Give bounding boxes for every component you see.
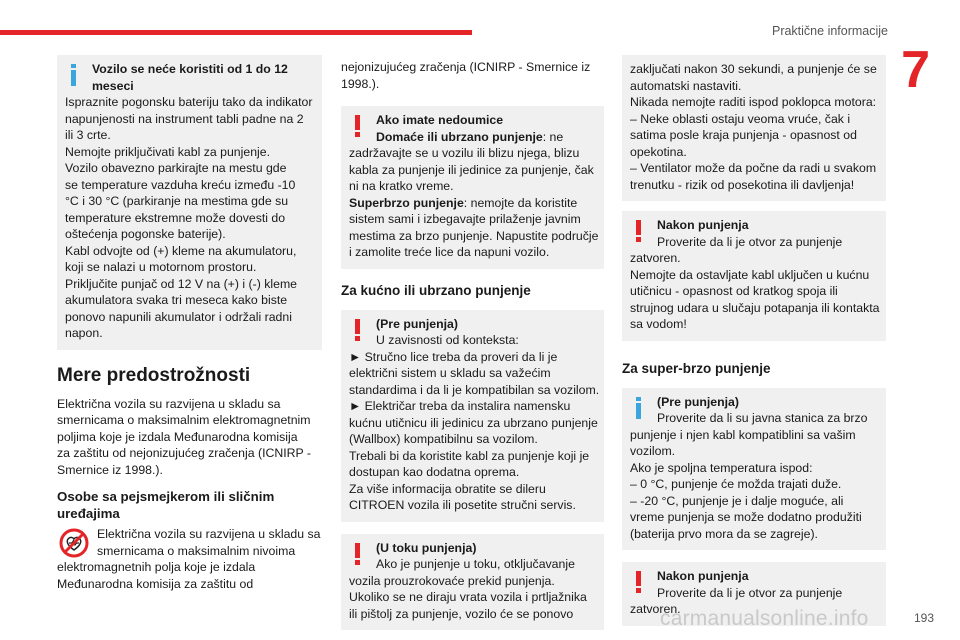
paragraph: Električna vozila su razvijena u skladu sa smernicama o maksimalnim elektromagnetnim poljima koje je izdala Međunarodna komisija za zaštitu od nejonizujućeg zračenja (ICNIRP - Smernice iz 1998.). [57,396,312,477]
warning-box-before-charging: (Pre punjenja) U zavisnosti od konteksta: ► Stručno lice treba da proveri da li je električni sistem u skladu sa važećim standardima i da li je kompatibilan sa vozilom. ► Električar treba da instalira namensku kućnu utičnicu ili jedinicu za ubrzano punjenje (Wallbox) kompatibilnu sa vozilom. Trebali bi da koristite kabl za punjenje koji je dostupan kao dodatna oprema. Za više informacija obratite se dileru CITROEN vozila ili posetite stručni servis. [341,310,604,522]
warning-box-doubts: Ako imate nedoumice Domaće ili ubrzano punjenje: ne zadržavajte se u vozilu ili blizu njega, blizu kabla za punjenje ili jedinice za punjenje, čak ni na kratko vreme. Superbrzo punjenje: nemojte da koristite sistem sami i izbegavajte prilaženje javnim mestima za brzo punjenje. Napustite područje i zamolite treće lice da napuni vozilo. [341,106,604,269]
section-heading: Mere predostrožnosti [57,364,251,386]
section-title: Praktične informacije [771,24,888,38]
paragraph: nejonizujućeg zračenja (ICNIRP - Smernice iz 1998.). [341,60,591,91]
warning-icon [631,571,647,593]
chapter-number: 7 [901,41,930,99]
page-number: 193 [913,611,934,625]
info-box-storage [57,55,322,350]
box-body: Ispraznite pogonsku bateriju tako da indikator napunjenosti na instrument tabli padne na 2 ili 3 crte. Nemojte priključivati kabl za punjenje. Vozilo obavezno parkirajte na mestu gde se temperature vazduha kreću između -10 °C i 30 °C (parkiranje na mestima gde su temperature ekstremne može dovesti do oštećenja pogonske baterije). Kabl odvojte od (+) kleme na akumulatoru, koji se nalazi u motornom prostoru. Priključite punjač od 12 V na (+) i (-) kleme akumulatora svaka tri meseca kako biste ponovo napunili akumulator i održali radni napon. [65,95,313,340]
pacemaker-paragraph: Električna vozila su razvijena u skladu sa smernicama o maksimalnim nivoima elektromagnetnih polja koje je izdala Međunarodna komisija za zaštitu od [57,527,321,591]
column-right [622,55,886,626]
warning-box-during-charging: (U toku punjenja) Ako je punjenje u toku, otključavanje vozila prouzrokovaće prekid punjenja. Ukoliko se ne diraju vrata vozila i prtljažnika ili pištolj za punjenje, vozilo će se ponovo [341,534,604,631]
info-box-before-charging: (Pre punjenja) Proverite da li su javna stanica za brzo punjenje i njen kabl kompatiblini sa vašim vozilom. Ako je spoljna temperatura ispod: – 0 °C, punjenje će možda trajati duže. – -20 °C, punjenje je i dalje moguće, ali vreme punjenja se može dodatno produžiti (baterija prvo mora da se zagreje). [622,388,886,551]
box-title: (Pre punjenja) [376,316,458,331]
section-heading: Za super-brzo punjenje [622,360,771,376]
warning-icon [350,543,366,565]
box-title: Vozilo se neće koristiti od 1 do 12 [92,62,288,76]
column-left [57,55,322,592]
box-title: Ako imate nedoumice [376,113,504,127]
watermark-url: carmanualsonline.info [660,607,869,630]
pacemaker-warning-icon [59,528,89,558]
info-icon [631,397,647,419]
section-heading: Za kućno ili ubrzano punjenje [341,282,531,298]
box-title: meseci [92,78,134,93]
box-title: Nakon punjenja [657,569,749,583]
warning-box-after-charging-2: Nakon punjenja Proverite da li je otvor za punjenje zatvoren. [622,562,886,626]
warning-box-continued: zaključati nakon 30 sekundi, a punjenje će se automatski nastaviti. Nikada nemojte raditi ispod poklopca motora: – Neke oblasti ostaju veoma vruće, čak i satima posle kraja punjenja - opasnost od opekotina. – Ventilator može da počne da radi u svakom trenutku - rizik od posekotina ili davljenja! [622,55,886,201]
warning-icon [350,319,366,341]
box-title: Nakon punjenja [657,218,749,232]
warning-box-after-charging: Nakon punjenja Proverite da li je otvor za punjenje zatvoren. Nemojte da ostavljate kabl uključen u kućnu utičnicu - opasnost od kratkog spoja ili strujnog udara u slučaju potapanja ili kontakta sa vodom! [622,211,886,341]
box-title: (U toku punjenja) [376,540,477,555]
column-middle [341,55,604,630]
box-title: (Pre punjenja) [657,394,739,409]
header-accent-bar [0,30,472,35]
info-icon [66,64,82,86]
warning-icon [631,220,647,242]
sub-heading: Osobe sa pejsmejkerom ili sličnim uređajima [57,489,275,521]
warning-icon [350,115,366,137]
